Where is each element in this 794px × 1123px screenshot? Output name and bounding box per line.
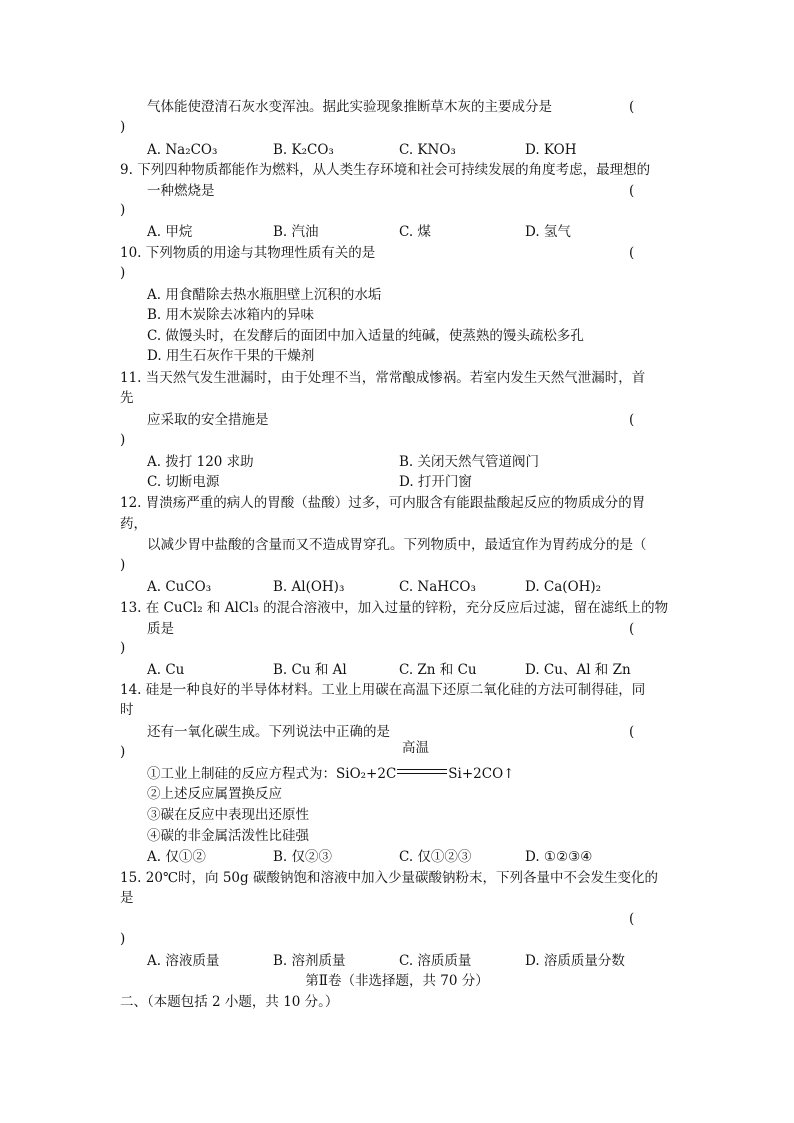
q12-stem-line1: 12. 胃溃疡严重的病人的胃酸（盐酸）过多，可内服含有能跟盐酸起反应的物质成分的胃 — [120, 495, 646, 511]
q13-option-d: D. Cu、Al 和 Zn — [525, 662, 631, 678]
q13-option-b: B. Cu 和 Al — [273, 662, 347, 678]
q11-option-d: D. 打开门窗 — [399, 474, 472, 490]
q8-option-a: A. Na₂CO₃ — [147, 142, 218, 158]
q10-option-d: D. 用生石灰作干果的干燥剂 — [147, 348, 315, 364]
q12-option-d: D. Ca(OH)₂ — [525, 579, 602, 595]
q10-stem: 10. 下列物质的用途与其物理性质有关的是 — [120, 245, 376, 261]
q9-option-d: D. 氢气 — [525, 224, 571, 240]
q11-option-c: C. 切断电源 — [147, 474, 220, 490]
q14-stem-line2: 还有一氧化碳生成。下列说法中正确的是 — [147, 724, 390, 740]
q14-statement-1-left: ①工业上制硅的反应方程式为：SiO₂+2C — [147, 766, 397, 782]
q13-paren-open: ( — [629, 621, 635, 637]
q14-option-d: D. ①②③④ — [525, 849, 593, 865]
q14-statement-3: ③碳在反应中表现出还原性 — [147, 807, 309, 823]
q10-paren-open: ( — [629, 245, 635, 261]
reaction-equals-sign — [397, 769, 447, 774]
q8-paren-open: ( — [629, 99, 635, 115]
q11-option-a: A. 拨打 120 求助 — [147, 454, 254, 470]
reaction-condition: 高温 — [402, 740, 429, 756]
q12-stem-line2: 以减少胃中盐酸的含量而又不造成胃穿孔。下列物质中，最适宜作为胃药成分的是（ — [147, 537, 647, 553]
q10-option-c: C. 做馒头时，在发酵后的面团中加入适量的纯碱，使蒸熟的馒头疏松多孔 — [147, 328, 584, 344]
q13-stem-line2: 质是 — [147, 621, 174, 637]
q12-stem-wrap: 药， — [120, 516, 147, 532]
q15-paren-close: ) — [120, 931, 126, 947]
q8-paren-close: ) — [120, 119, 126, 135]
q11-stem-line1: 11. 当天然气发生泄漏时，由于处理不当，常常酿成惨祸。若室内发生天然气泄漏时，首 — [120, 370, 646, 386]
q10-option-b: B. 用木炭除去冰箱内的异味 — [147, 307, 315, 323]
q11-stem-wrap: 先 — [120, 390, 134, 406]
q9-paren-close: ) — [120, 202, 126, 218]
q14-stem-wrap: 时 — [120, 702, 134, 718]
q12-option-a: A. CuCO₃ — [147, 579, 212, 595]
q9-paren-open: ( — [629, 183, 635, 199]
q9-stem-line1: 9. 下列四种物质都能作为燃料，从人类生存环境和社会可持续发展的角度考虑，最理想的 — [120, 162, 651, 178]
q14-paren-open: ( — [629, 724, 635, 740]
q9-option-c: C. 煤 — [399, 224, 431, 240]
q8-stem: 气体能使澄清石灰水变浑浊。据此实验现象推断草木灰的主要成分是 — [147, 99, 552, 115]
q8-option-c: C. KNO₃ — [399, 142, 456, 158]
section-2-heading: 二、（本题包括 2 小题，共 10 分。） — [120, 994, 339, 1010]
q14-option-b: B. 仅②③ — [273, 849, 333, 865]
q15-stem-wrap: 是 — [120, 890, 134, 906]
q15-stem-line1: 15. 20℃时，向 50g 碳酸钠饱和溶液中加入少量碳酸钠粉末，下列各量中不会发生变化的 — [120, 870, 658, 886]
q12-option-b: B. Al(OH)₃ — [273, 579, 345, 595]
q8-option-d: D. KOH — [525, 142, 577, 158]
q13-option-a: A. Cu — [147, 662, 185, 678]
part2-title: 第Ⅱ卷（非选择题，共 70 分） — [305, 973, 489, 989]
q14-statement-2: ②上述反应属置换反应 — [147, 786, 282, 802]
q11-stem-line2: 应采取的安全措施是 — [147, 412, 269, 428]
q12-paren-close: ) — [120, 557, 126, 573]
q11-paren-open: ( — [629, 412, 635, 428]
q10-paren-close: ) — [120, 265, 126, 281]
q13-option-c: C. Zn 和 Cu — [399, 662, 477, 678]
q10-option-a: A. 用食醋除去热水瓶胆壁上沉积的水垢 — [147, 287, 382, 303]
q15-paren-open: ( — [629, 911, 635, 927]
q15-option-b: B. 溶剂质量 — [273, 953, 346, 969]
q14-option-a: A. 仅①② — [147, 849, 206, 865]
q14-option-c: C. 仅①②③ — [399, 849, 472, 865]
q14-statement-1 — [147, 764, 514, 785]
q14-paren-close: ) — [120, 744, 126, 760]
q11-option-b: B. 关闭天然气管道阀门 — [399, 454, 540, 470]
q14-stem-line1: 14. 硅是一种良好的半导体材料。工业上用碳在高温下还原二氧化硅的方法可制得硅，同 — [120, 682, 646, 698]
q9-option-a: A. 甲烷 — [147, 224, 193, 240]
q9-stem-line2: 一种燃烧是 — [147, 183, 215, 199]
q13-paren-close: ) — [120, 640, 126, 656]
q14-statement-4: ④碳的非金属活泼性比硅强 — [147, 828, 309, 844]
q15-option-d: D. 溶质质量分数 — [525, 953, 625, 969]
q13-stem-line1: 13. 在 CuCl₂ 和 AlCl₃ 的混合溶液中，加入过量的锌粉，充分反应后过滤，留在滤纸上的物 — [120, 600, 669, 616]
q15-option-a: A. 溶液质量 — [147, 953, 220, 969]
q12-option-c: C. NaHCO₃ — [399, 579, 476, 595]
q14-statement-1-right: Si+2CO↑ — [448, 766, 515, 782]
q15-option-c: C. 溶质质量 — [399, 953, 472, 969]
q8-option-b: B. K₂CO₃ — [273, 142, 334, 158]
q11-paren-close: ) — [120, 432, 126, 448]
q9-option-b: B. 汽油 — [273, 224, 319, 240]
